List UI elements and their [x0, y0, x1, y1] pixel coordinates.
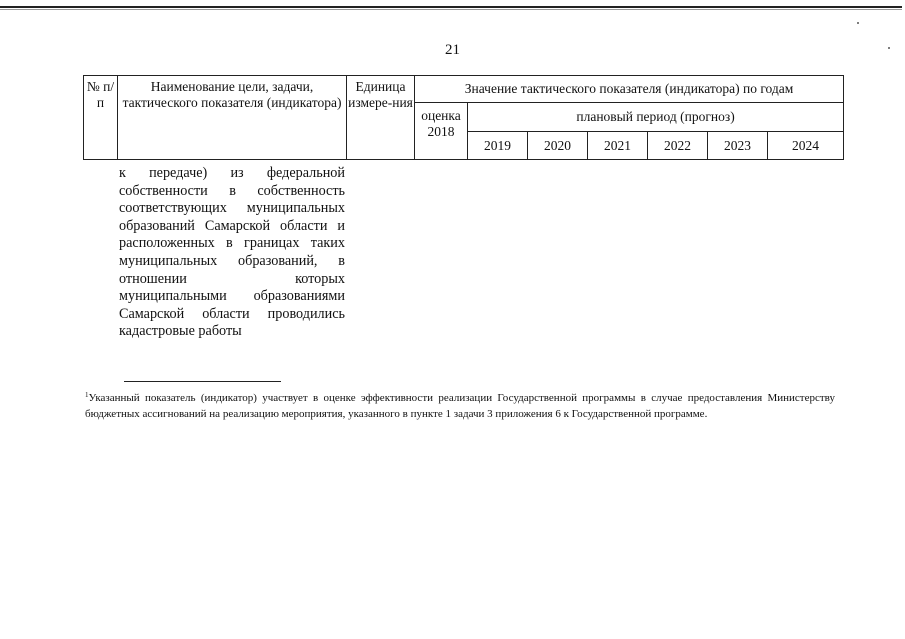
scan-speck	[857, 22, 859, 24]
header-unit: Единица измере-ния	[347, 76, 415, 160]
header-year: 2024	[768, 132, 844, 160]
footnote	[85, 391, 835, 422]
header-estimate-2018: оценка 2018	[415, 103, 468, 160]
header-year: 2019	[468, 132, 528, 160]
indicators-table	[83, 75, 844, 160]
header-year: 2023	[708, 132, 768, 160]
footnote-separator	[124, 381, 281, 382]
header-planned-period: плановый период (прогноз)	[468, 103, 844, 132]
scan-top-border-shadow	[0, 9, 902, 10]
header-name: Наименование цели, задачи, тактического показателя (индикатора)	[118, 76, 347, 160]
header-year: 2020	[528, 132, 588, 160]
header-year: 2022	[648, 132, 708, 160]
header-year: 2021	[588, 132, 648, 160]
header-number: № п/п	[84, 76, 118, 160]
header-values-by-year: Значение тактического показателя (индикатора) по годам	[415, 76, 844, 103]
indicator-name-continued: к передаче) из федеральной собственности в собственность соответствующих муниципальных образований Самарской области и расположенных в границах таких муниципальных образований, в отношении которых муниципальными образованиями Самарской области проводились кадастровые работы	[119, 165, 345, 340]
page-number: 21	[445, 42, 460, 58]
footnote-marker: 1	[85, 391, 89, 399]
scan-top-border	[0, 6, 902, 8]
footnote-text: Указанный показатель (индикатор) участвует в оценке эффективности реализации Государственной программы в случае предоставления Министерству бюджетных ассигнований на реализацию мероприятия, указанного в пункте 1 задачи 3 приложения 6 к Государственной программе.	[85, 392, 835, 420]
